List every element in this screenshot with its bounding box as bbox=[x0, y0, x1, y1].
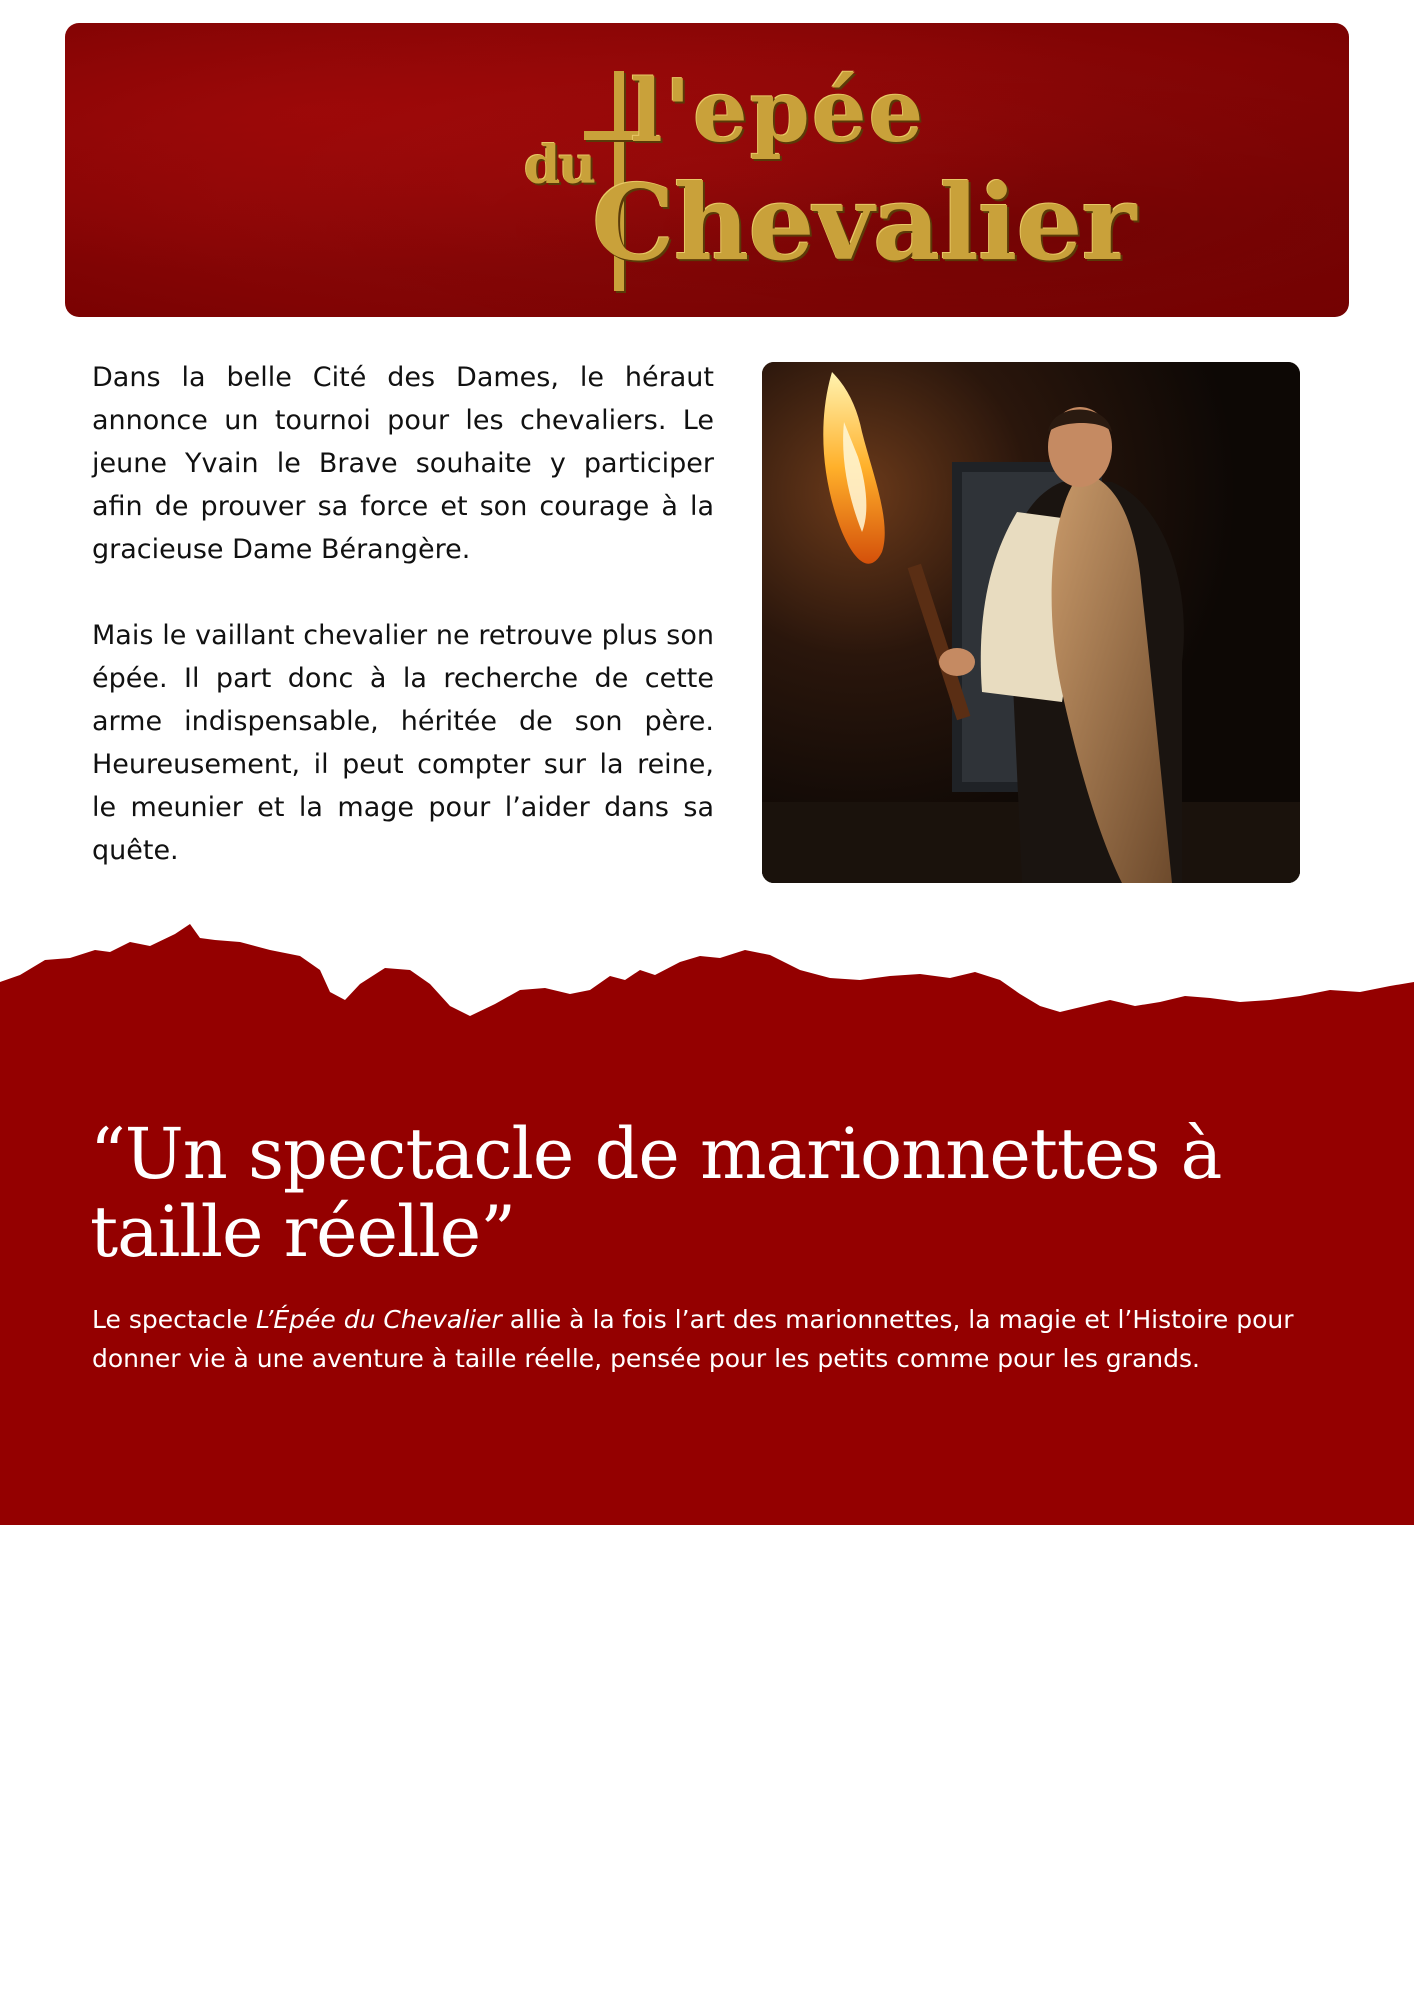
logo-epee: l'epée bbox=[630, 61, 926, 162]
knight-with-torch-image bbox=[762, 362, 1300, 883]
desc-prefix: Le spectacle bbox=[92, 1305, 256, 1334]
show-logo bbox=[520, 43, 1136, 303]
feature-description bbox=[92, 1300, 1332, 1378]
header-banner bbox=[65, 23, 1349, 317]
desc-suffix: allie à la fois l’art des marionnettes, la magie et l’Histoire pour donner vie à une aventure à taille réelle, pensée pour les petits comme pour les grands. bbox=[92, 1305, 1294, 1373]
intro-text bbox=[92, 356, 714, 915]
feature-quote: “Un spectacle de marionnettes à taille réelle” bbox=[90, 1113, 1222, 1273]
logo-du: du bbox=[524, 135, 595, 196]
logo-chevalier: Chevalier bbox=[592, 161, 1136, 284]
show-title: L’Épée du Chevalier bbox=[255, 1305, 502, 1334]
intro-paragraph-1: Dans la belle Cité des Dames, le héraut annonce un tournoi pour les chevaliers. Le jeune Yvain le Brave souhaite y participer afin de prouver sa force et son courage à la gracieuse Dame Bérangère. bbox=[92, 362, 714, 565]
knight-photo bbox=[762, 362, 1300, 883]
intro-paragraph-2: Mais le vaillant chevalier ne retrouve plus son épée. Il part donc à la recherche de cette arme indispensable, héritée de son père. Heureusement, il peut compter sur la reine, le meunier et la mage pour l’aider dans sa quête. bbox=[92, 620, 714, 866]
